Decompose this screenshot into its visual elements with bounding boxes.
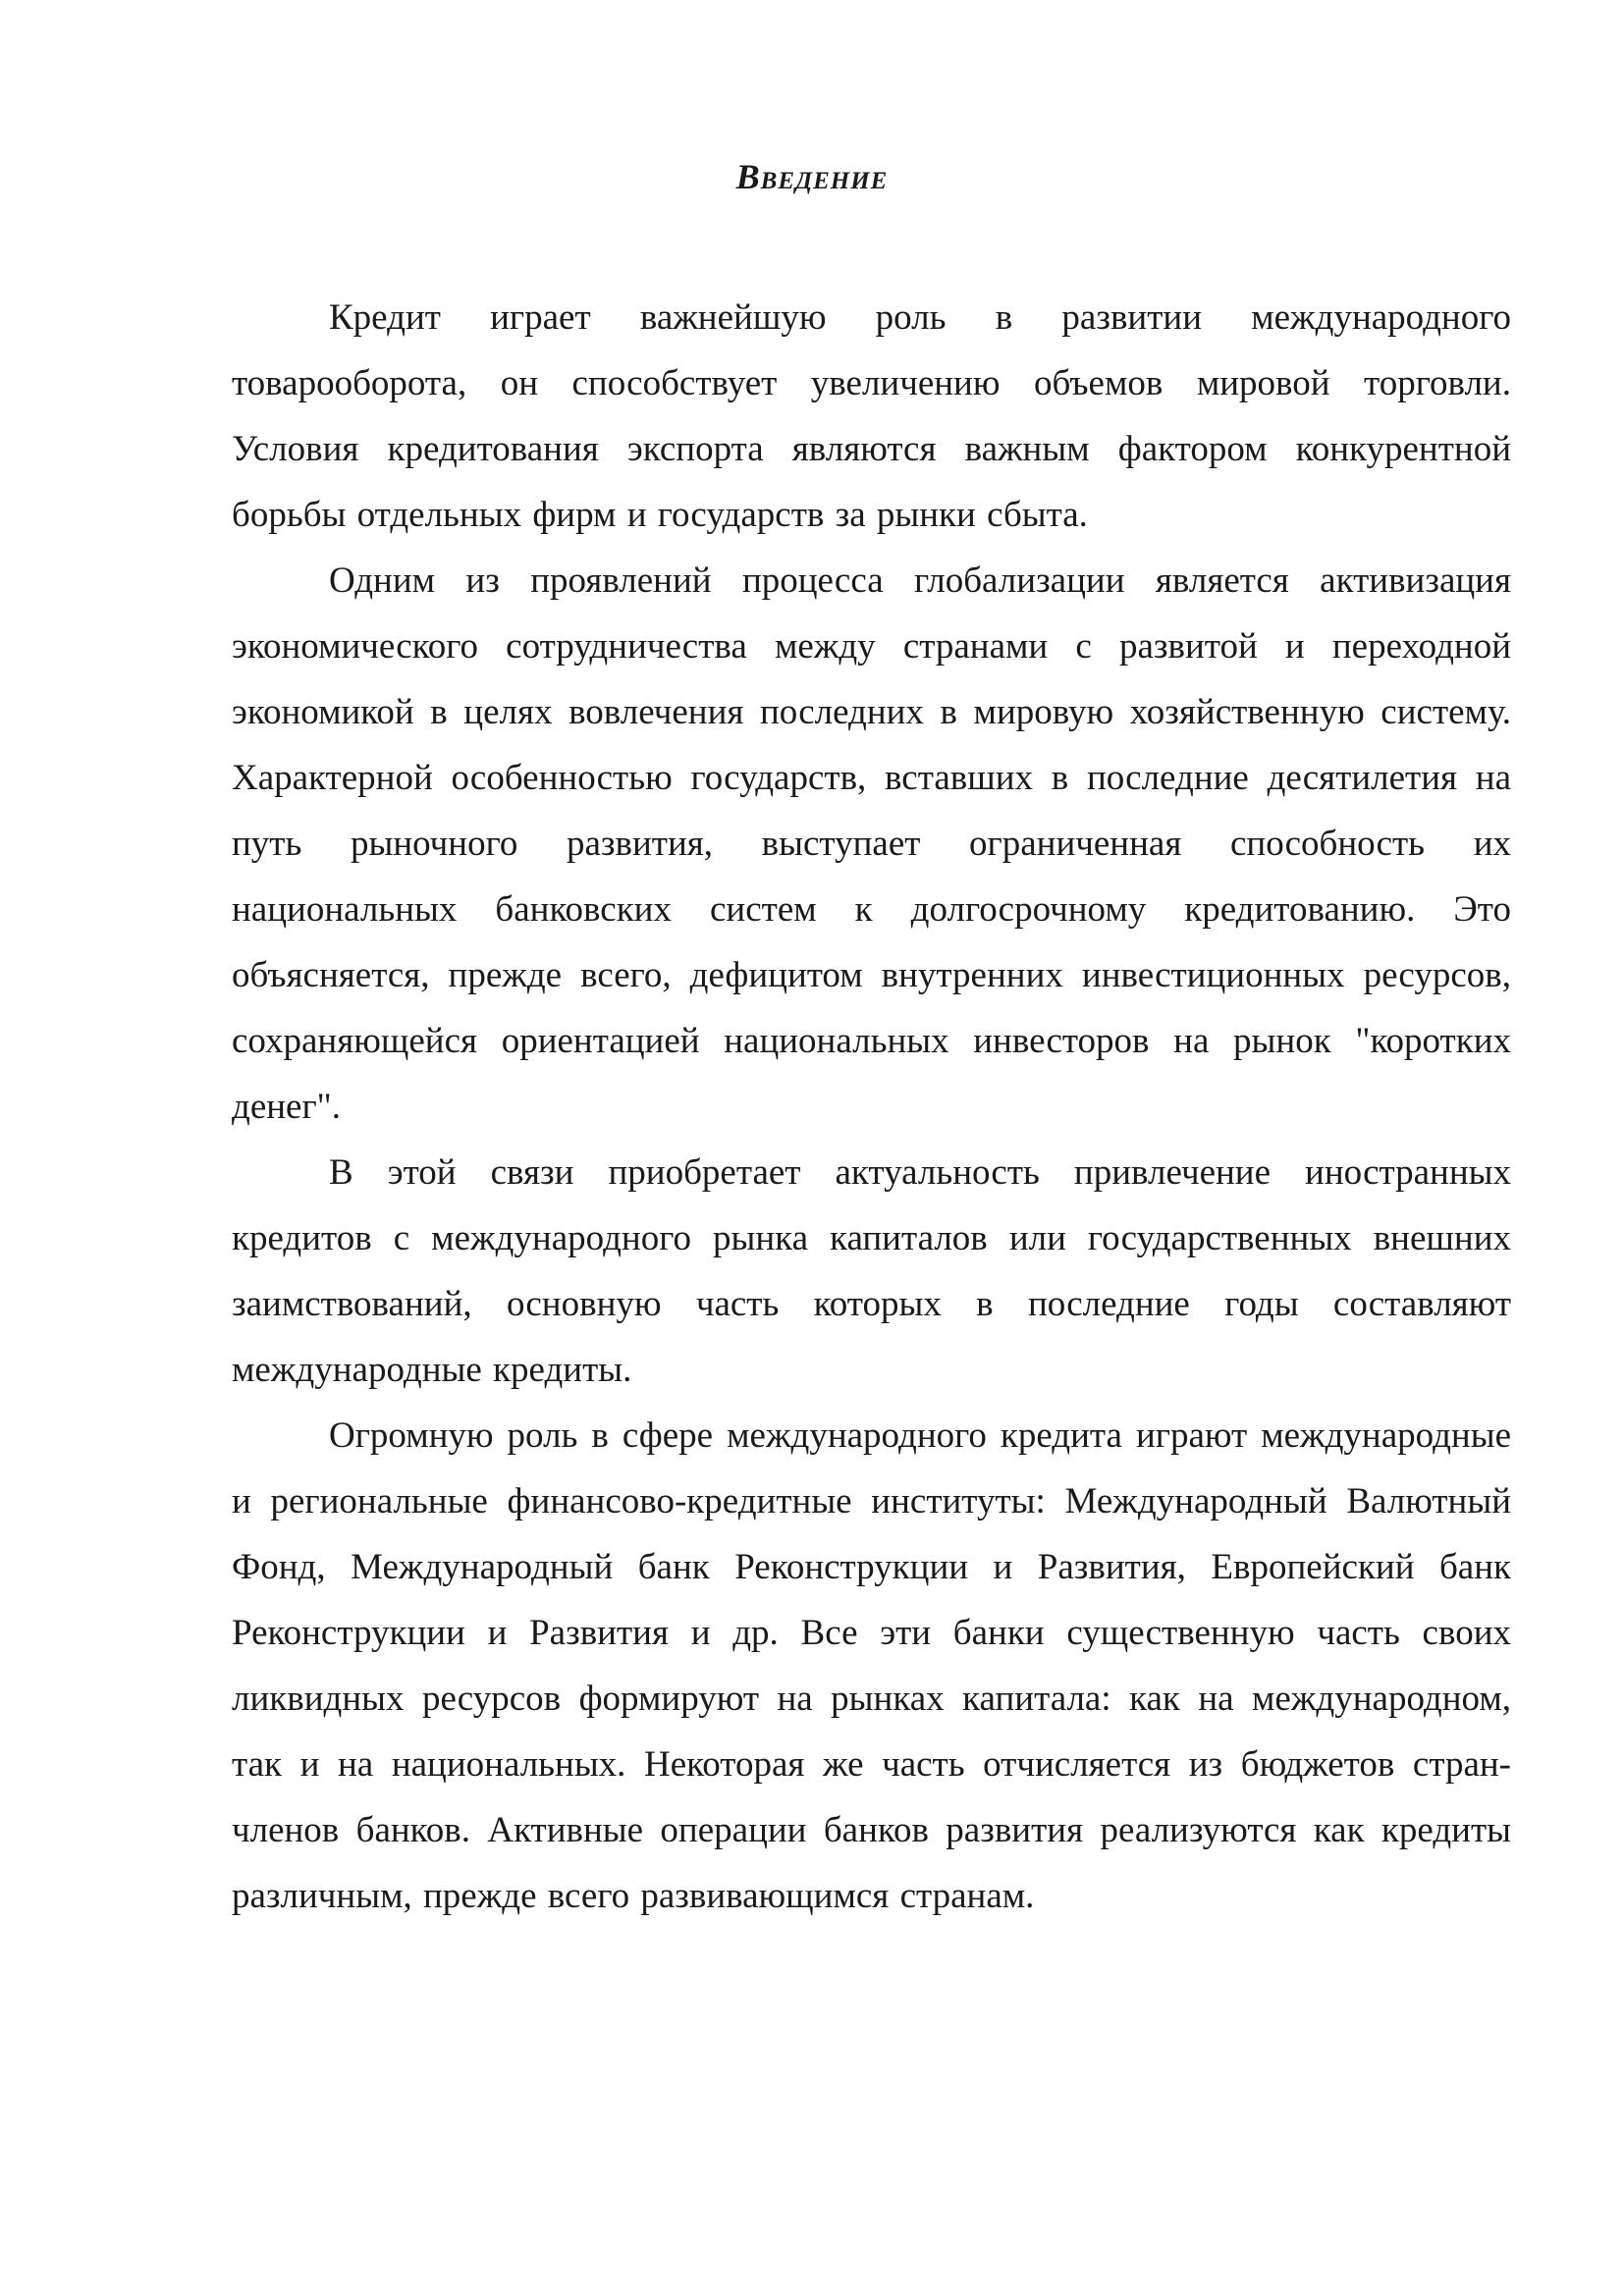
page-title: Введение	[735, 157, 889, 196]
paragraph-1: Кредит играет важнейшую роль в развитии международного товарооборота, он способствует увеличению объемов мировой торговли. Условия кредитования экспорта являются важным фактором конкурентной борьбы отдельных фирм и государств за рынки сбыта.	[232, 297, 1511, 535]
paragraph-3: В этой связи приобретает актуальность привлечение иностранных кредитов с международного рынка капиталов или государственных внешних заимствований, основную часть которых в последние годы составляют международные кредиты.	[232, 1152, 1511, 1390]
paragraph-2: Одним из проявлений процесса глобализации является активизация экономического сотрудничества между странами с развитой и переходной экономикой в целях вовлечения последних в мировую хозяйственную систему. Характерной особенностью государств, вставших в последние десятилетия на путь рыночного развития, выступает ограниченная способность их национальных банковских систем к долгосрочному кредитованию. Это объясняется, прежде всего, дефицитом внутренних инвестиционных ресурсов, сохраняющейся ориентацией национальных инвесторов на рынок "коротких денег".	[232, 561, 1511, 1127]
paragraph-4: Огромную роль в сфере международного кредита играют международные и региональные финансово-кредитные институты: Международный Валютный Фонд, Международный банк Реконструкции и Развития, Европейский банк Реконструкции и Развития и др. Все эти банки существенную часть своих ликвидных ресурсов формируют на рынках капитала: как на международном, так и на национальных. Некоторая же часть отчисляется из бюджетов стран-членов банков. Активные операции банков развития реализуются как кредиты различным, прежде всего развивающимся странам.	[232, 1415, 1511, 1916]
document-body	[232, 285, 1511, 1929]
